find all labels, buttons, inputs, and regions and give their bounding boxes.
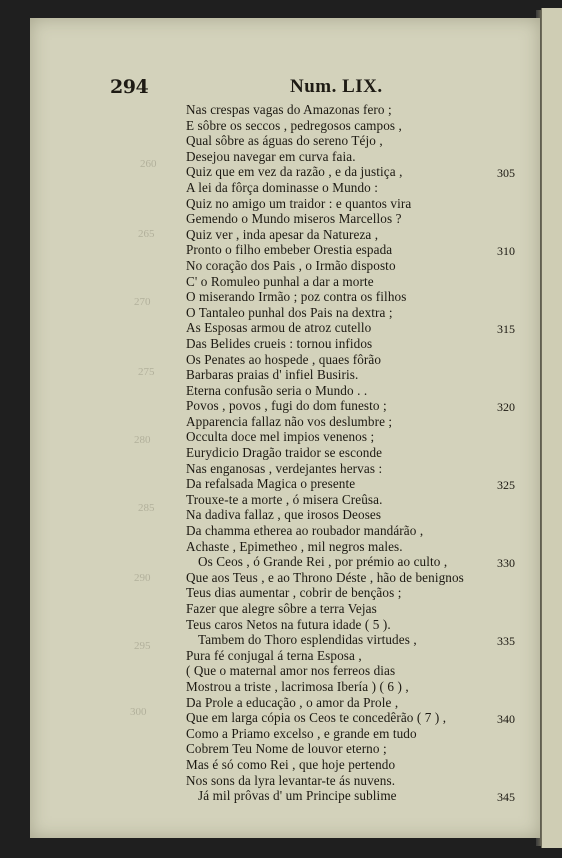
verse-line: Nas crespas vagas do Amazonas fero ; [186, 102, 392, 117]
verse-line: Nas enganosas , verdejantes hervas : [186, 460, 383, 476]
verse-line: Eurydicio Dragão traidor se esconde [186, 445, 383, 461]
verse-line: C' o Romuleo punhal a dar a morte [186, 273, 374, 289]
page-header [0, 58, 562, 98]
verse-line: Teus dias aumentar , cobrir de bençãos ; [186, 585, 402, 601]
verse-line: Teus caros Netos na futura idade ( 5 ). [186, 616, 391, 632]
verse-line: Pronto o filho embeber Orestia espada [186, 242, 393, 258]
verse-line: Quiz que em vez da razão , e da justiça , [186, 164, 403, 180]
verse-line: ( Que o maternal amor nos ferreos dias [186, 663, 396, 679]
line-number: 335 [497, 634, 515, 649]
line-number: 330 [497, 556, 515, 571]
verse-line: Mas é só como Rei , que hoje pertendo [186, 756, 396, 772]
verse-line: O miserando Irmão ; poz contra os filhos [186, 289, 407, 305]
verse-line: Como a Priamo excelso , e grande em tudo [186, 725, 417, 741]
line-number: 340 [497, 712, 515, 727]
verse-line: Já mil prôvas d' um Principe sublime [198, 788, 397, 804]
verse-line: Povos , povos , fugi do dom funesto ; [186, 398, 387, 414]
verse-line: Occulta doce mel impios venenos ; [186, 429, 375, 445]
verse-line: Achaste , Epimetheo , mil negros males. [186, 538, 403, 554]
verse-line: Quiz no amigo um traidor : e quantos vira [186, 195, 412, 211]
line-number: 305 [497, 166, 515, 181]
verse-line: O Tantaleo punhal dos Pais na dextra ; [186, 304, 393, 320]
verse-line: Nos sons da lyra levantar-te ás nuvens. [186, 772, 396, 788]
line-number: 315 [497, 322, 515, 337]
verse-line: E sôbre os seccos , pedregosos campos , [186, 117, 402, 133]
verse-line: Na dadiva fallaz , que irosos Deoses [186, 507, 382, 523]
page-number: 294 [110, 76, 149, 98]
verse-line: Desejou navegar em curva faia. [186, 148, 356, 164]
line-number: 320 [497, 400, 515, 415]
poem-body [186, 102, 506, 804]
verse-line: Fazer que alegre sôbre a terra Vejas [186, 601, 377, 616]
verse-line: A lei da fôrça dominasse o Mundo : [186, 179, 379, 195]
verse-line: Da refalsada Magica o presente [186, 476, 356, 492]
verse-line: Da Prole a educação , o amor da Prole , [186, 694, 399, 710]
verse-line: Os Ceos , ó Grande Rei , por prémio ao culto , [198, 554, 448, 570]
line-number: 310 [497, 244, 515, 259]
verse-line: Das Belides crueis : tornou infidos [186, 335, 373, 351]
verse-line: Quiz ver , inda apesar da Natureza , [186, 226, 379, 242]
verse-line: Trouxe-te a morte , ó misera Creûsa. [186, 491, 383, 507]
line-number: 325 [497, 478, 515, 493]
verse-line: Gemendo o Mundo miseros Marcellos ? [186, 211, 402, 227]
verse-line: Qual sôbre as águas do sereno Téjo , [186, 133, 383, 149]
verse-line: As Esposas armou de atroz cutello [186, 320, 372, 336]
verse-line: No coração dos Pais , o Irmão disposto [186, 257, 396, 273]
verse-line: Eterna confusão seria o Mundo . . [186, 382, 368, 398]
verse-line: Que aos Teus , e ao Throno Déste , hão de benignos [186, 569, 464, 585]
line-number: 345 [497, 790, 515, 805]
verse-line: Os Penates ao hospede , quaes fôrão [186, 351, 382, 367]
verse-line: Pura fé conjugal á terna Esposa , [186, 647, 362, 663]
verse-line: Mostrou a triste , lacrimosa Ibería ) ( 6 ) , [186, 678, 409, 694]
verse-line: Cobrem Teu Nome de louvor eterno ; [186, 741, 387, 757]
running-head: Num. LIX. [290, 76, 383, 97]
adjacent-page-edge [541, 8, 562, 848]
verse-line: Da chamma etherea ao roubador mandárão , [186, 523, 424, 539]
verse-line: Apparencia fallaz não vos deslumbre ; [186, 413, 393, 429]
verse-line: Barbaras praias d' infiel Busiris. [186, 367, 359, 383]
verse-line: Que em larga cópia os Ceos te concedêrão ( 7 ) , [186, 710, 447, 726]
verse-line: Tambem do Thoro esplendidas virtudes , [198, 632, 417, 648]
